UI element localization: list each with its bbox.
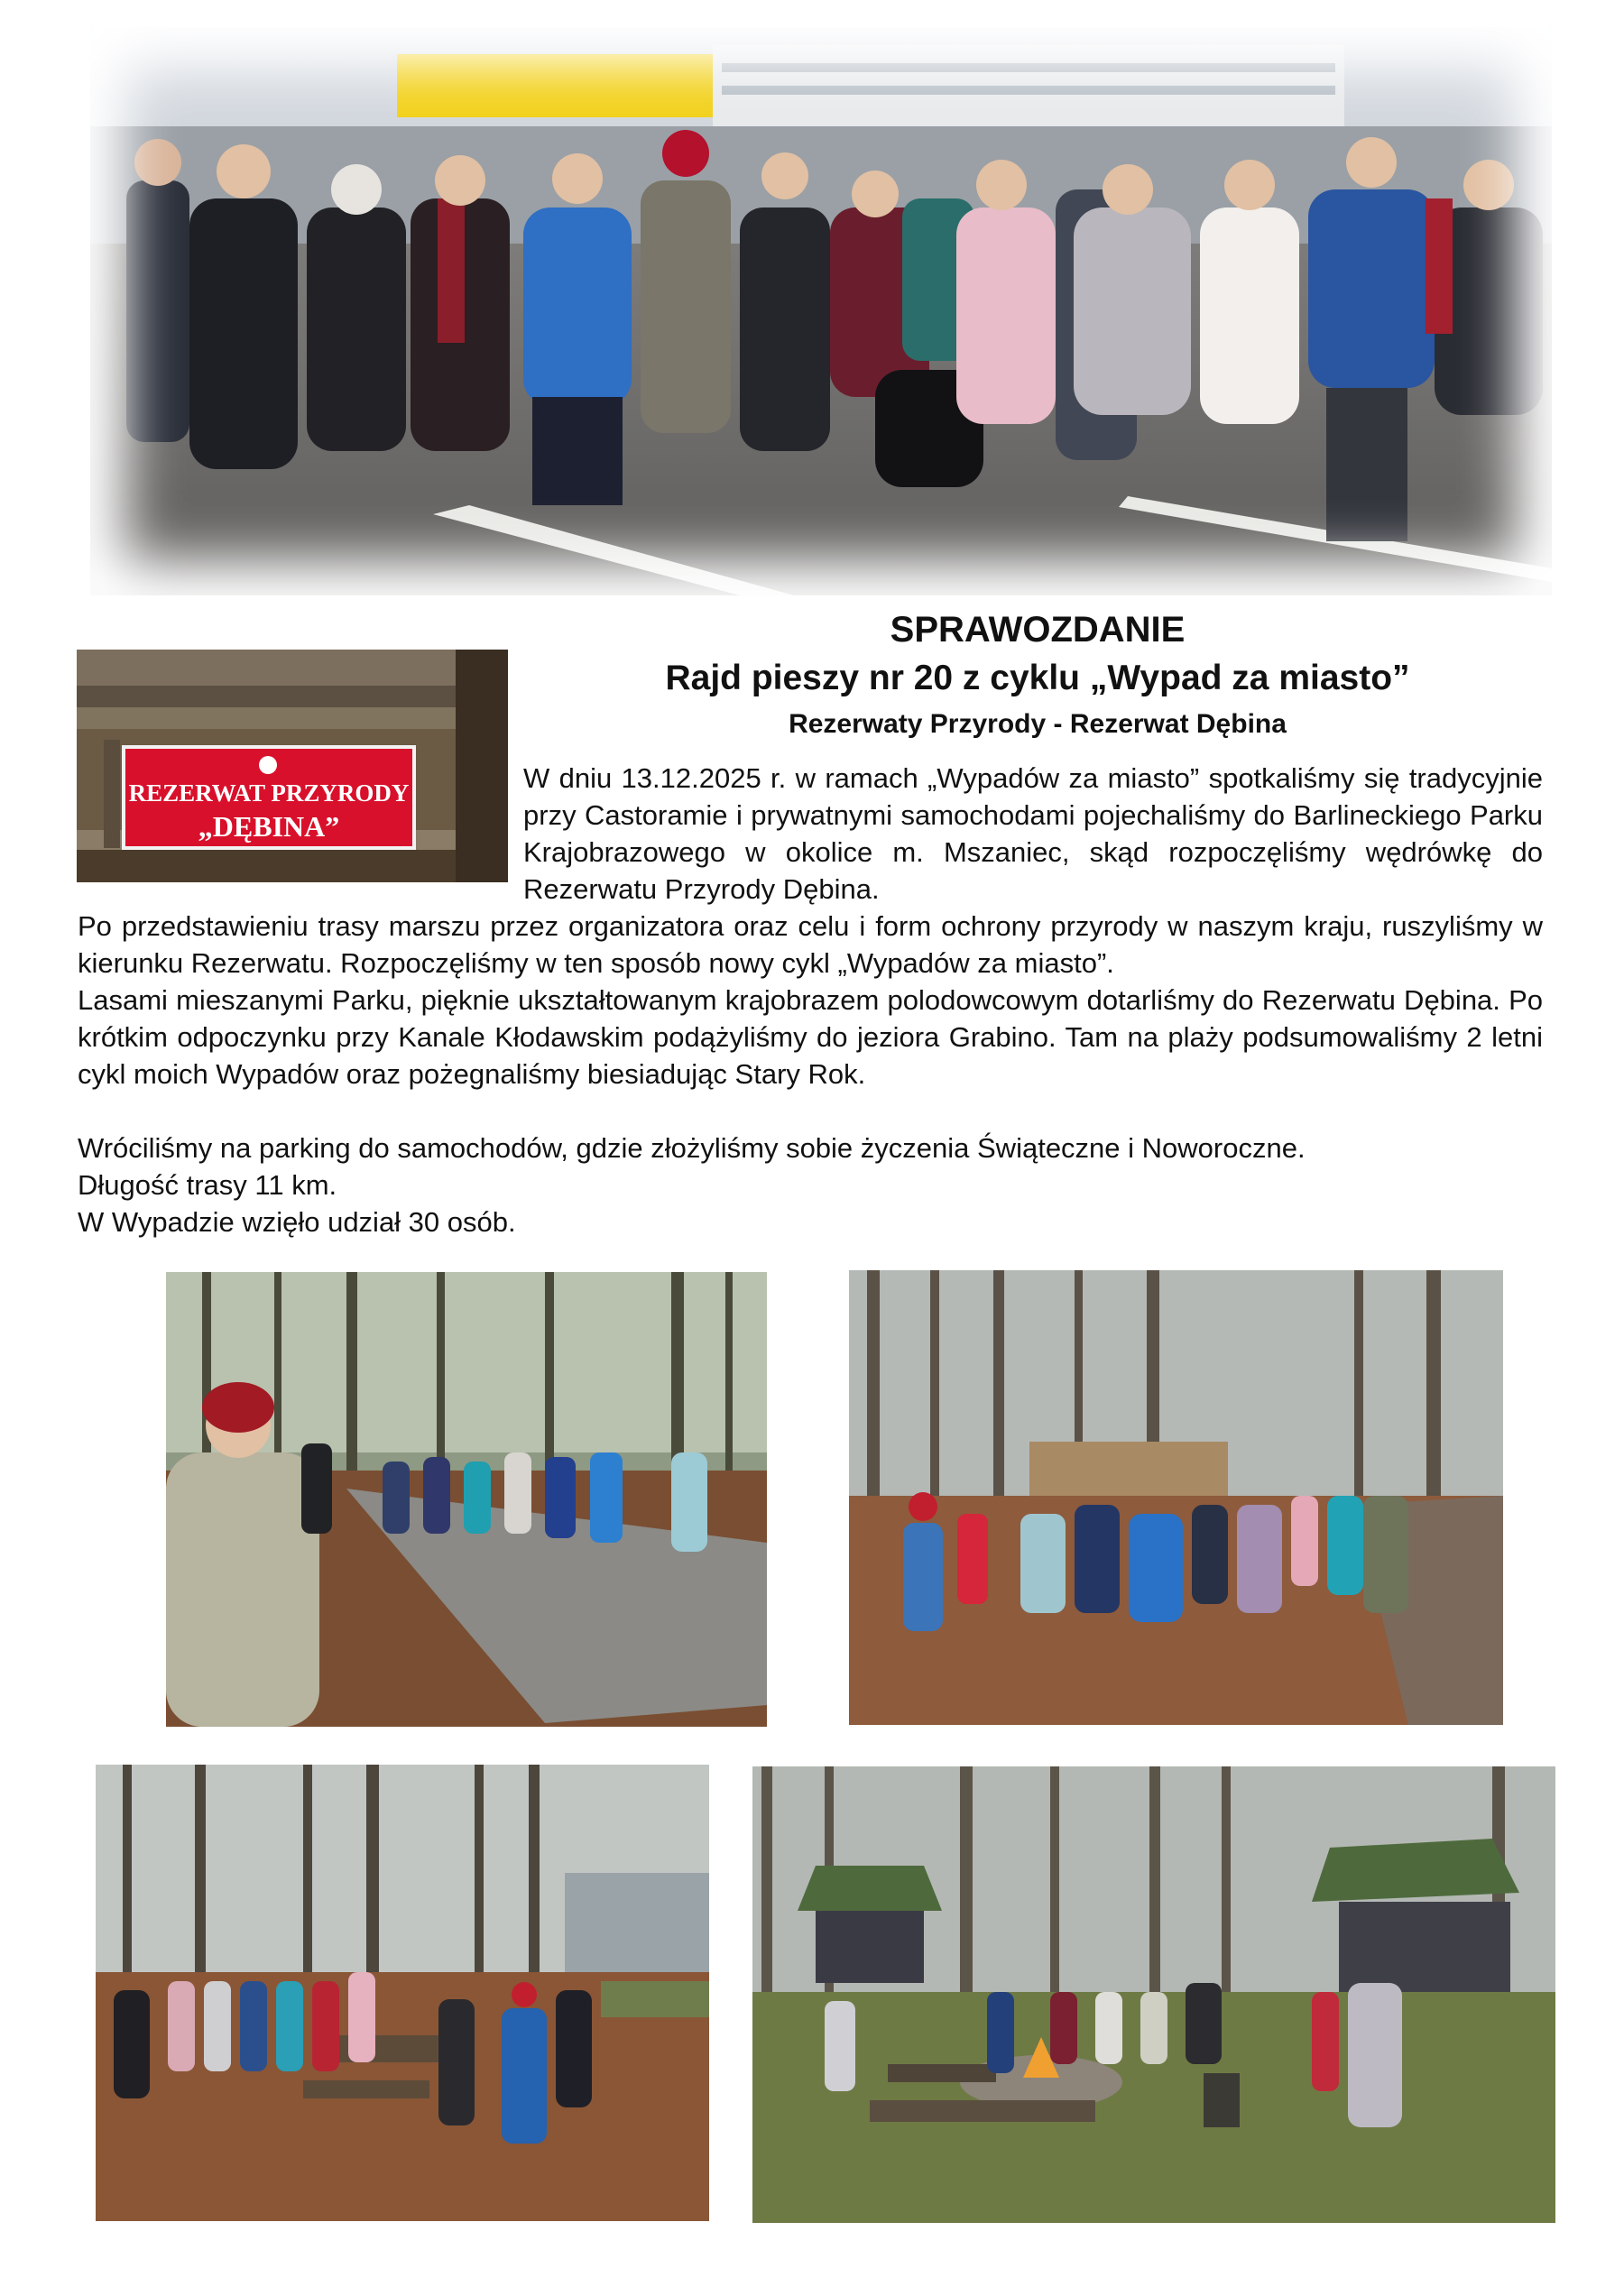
report-paragraph-4: Wróciliśmy na parking do samochodów, gdzie złożyliśmy sobie życzenia Świąteczne i Noworoczne. xyxy=(78,1132,1306,1164)
lakeside-group-photo xyxy=(96,1765,709,2221)
report-paragraph-1: W dniu 13.12.2025 r. w ramach „Wypadów za miasto” spotkaliśmy się tradycyjnie przy Castoramie i prywatnymi samochodami pojechaliśmy do Barlineckiego Parku Krajobrazowego w okolice m. Mszaniec, skąd rozpoczęliśmy wędrówkę do Rezerwatu Przyrody Dębina. xyxy=(523,762,1543,905)
report-paragraph-2: Po przedstawieniu trasy marszu przez organizatora oraz celu i form ochrony przyrody w naszym kraju, ruszyliśmy w kierunku Rezerwatu. Rozpoczęliśmy w ten sposób nowy cykl „Wypadów za miasto”. xyxy=(78,910,1543,979)
report-subtitle: Rajd pieszy nr 20 z cyklu „Wypad za miasto” xyxy=(665,659,1410,697)
campfire-shelter-photo xyxy=(752,1766,1555,2223)
group-photo-parking xyxy=(90,27,1552,595)
forest-clearing-group-photo xyxy=(849,1270,1503,1725)
reserve-sign-photo xyxy=(77,650,508,882)
report-participants: W Wypadzie wzięło udział 30 osób. xyxy=(78,1206,516,1238)
report-route-length: Długość trasy 11 km. xyxy=(78,1169,337,1201)
report-title: SPRAWOZDANIE xyxy=(890,610,1186,650)
sign-text-line2: „DĘBINA” xyxy=(198,810,340,843)
forest-path-group-photo xyxy=(166,1272,767,1727)
report-paragraph-3: Lasami mieszanymi Parku, pięknie ukształtowanym krajobrazem polodowcowym dotarliśmy do Rezerwatu Dębina. Po krótkim odpoczynku przy Kanale Kłodawskim podążyliśmy do jeziora Grabino. Tam na plaży podsumowaliśmy 2 letni cykl moich Wypadów oraz pożegnaliśmy biesiadując Stary Rok. xyxy=(78,984,1543,1090)
sign-text-line1: REZERWAT PRZYRODY xyxy=(128,779,410,807)
report-subheading: Rezerwaty Przyrody - Rezerwat Dębina xyxy=(789,709,1287,739)
